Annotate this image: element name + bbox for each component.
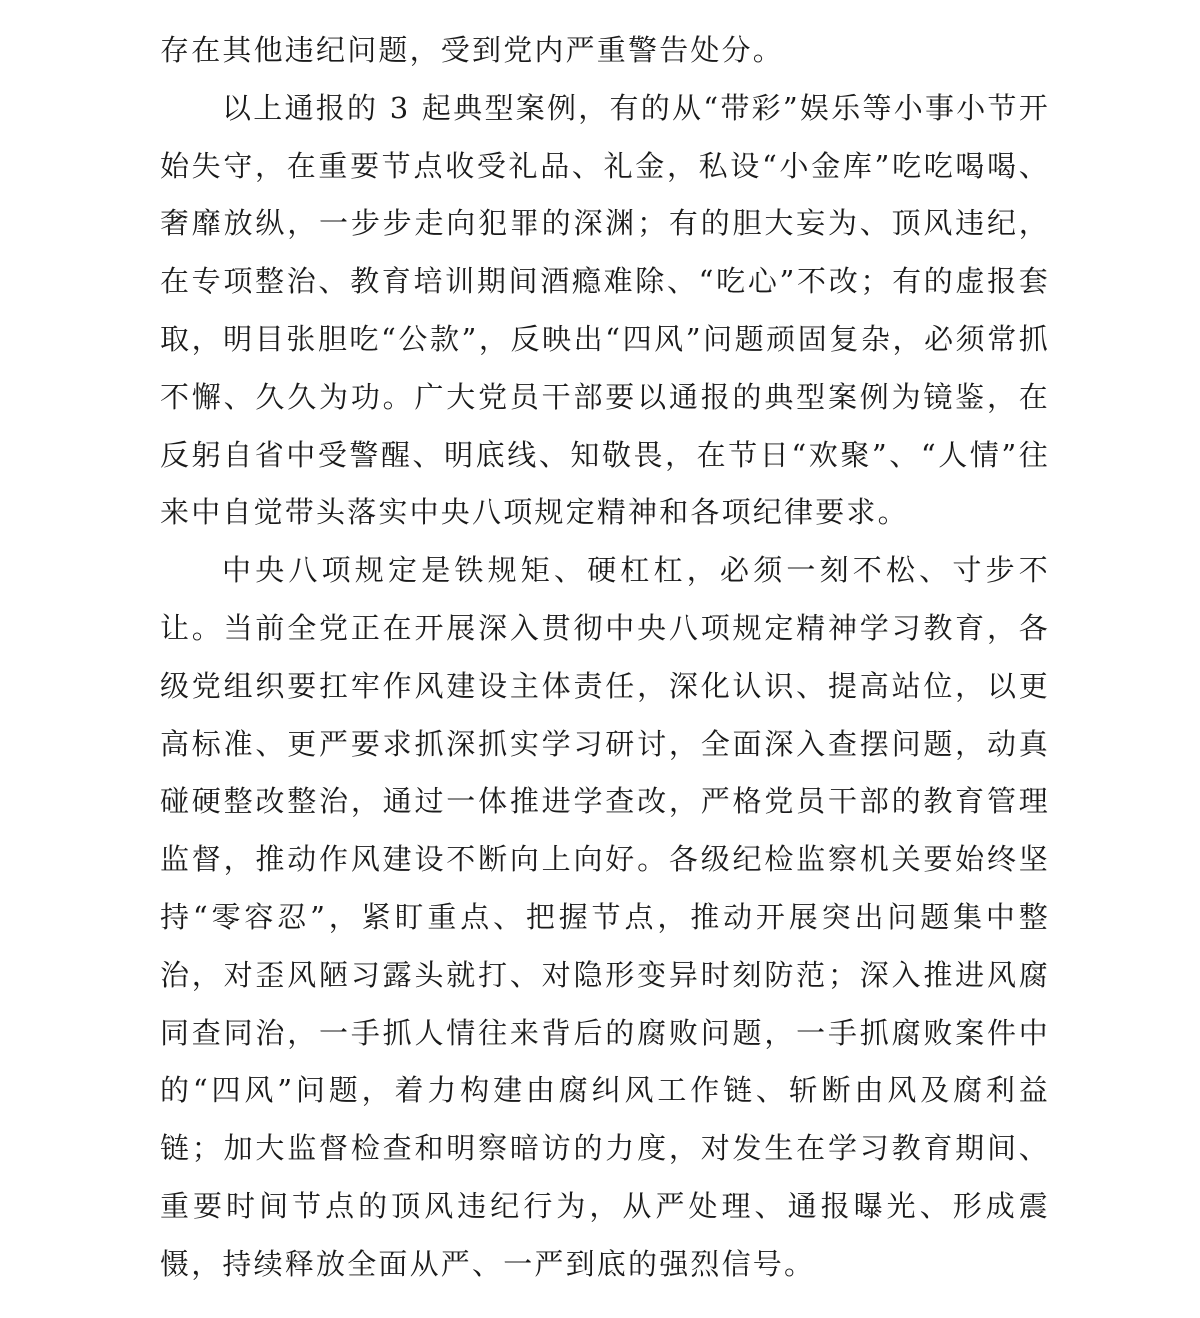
paragraph-continuation: 存在其他违纪问题，受到党内严重警告处分。 <box>160 33 785 67</box>
document-body <box>160 22 1050 1294</box>
paragraph-eight-rules: 中央八项规定是铁规矩、硬杠杠，必须一刻不松、寸步不让。当前全党正在开展深入贯彻中央八项规定精神学习教育，各级党组织要扛牢作风建设主体责任，深化认识、提高站位，以更高标准、更严要求抓深抓实学习研讨，全面深入查摆问题，动真碰硬整改整治，通过一体推进学查改，严格党员干部的教育管理监督，推动作风建设不断向上向好。各级纪检监察机关要始终坚持“零容忍”，紧盯重点、把握节点，推动开展突出问题集中整治，对歪风陋习露头就打、对隐形变异时刻防范；深入推进风腐同查同治，一手抓人情往来背后的腐败问题，一手抓腐败案件中的“四风”问题，着力构建由腐纠风工作链、斩断由风及腐利益链；加大监督检查和明察暗访的力度，对发生在学习教育期间、重要时间节点的顶风违纪行为，从严处理、通报曝光、形成震慑，持续释放全面从严、一严到底的强烈信号。 <box>160 553 1050 1281</box>
paragraph-case-summary: 以上通报的 3 起典型案例，有的从“带彩”娱乐等小事小节开始失守，在重要节点收受礼品、礼金，私设“小金库”吃吃喝喝、奢靡放纵，一步步走向犯罪的深渊；有的胆大妄为、顶风违纪，在专项整治、教育培训期间酒瘾难除、“吃心”不改；有的虚报套取，明目张胆吃“公款”，反映出“四风”问题顽固复杂，必须常抓不懈、久久为功。广大党员干部要以通报的典型案例为镜鉴，在反躬自省中受警醒、明底线、知敬畏，在节日“欢聚”、“人情”往来中自觉带头落实中央八项规定精神和各项纪律要求。 <box>160 90 1050 530</box>
